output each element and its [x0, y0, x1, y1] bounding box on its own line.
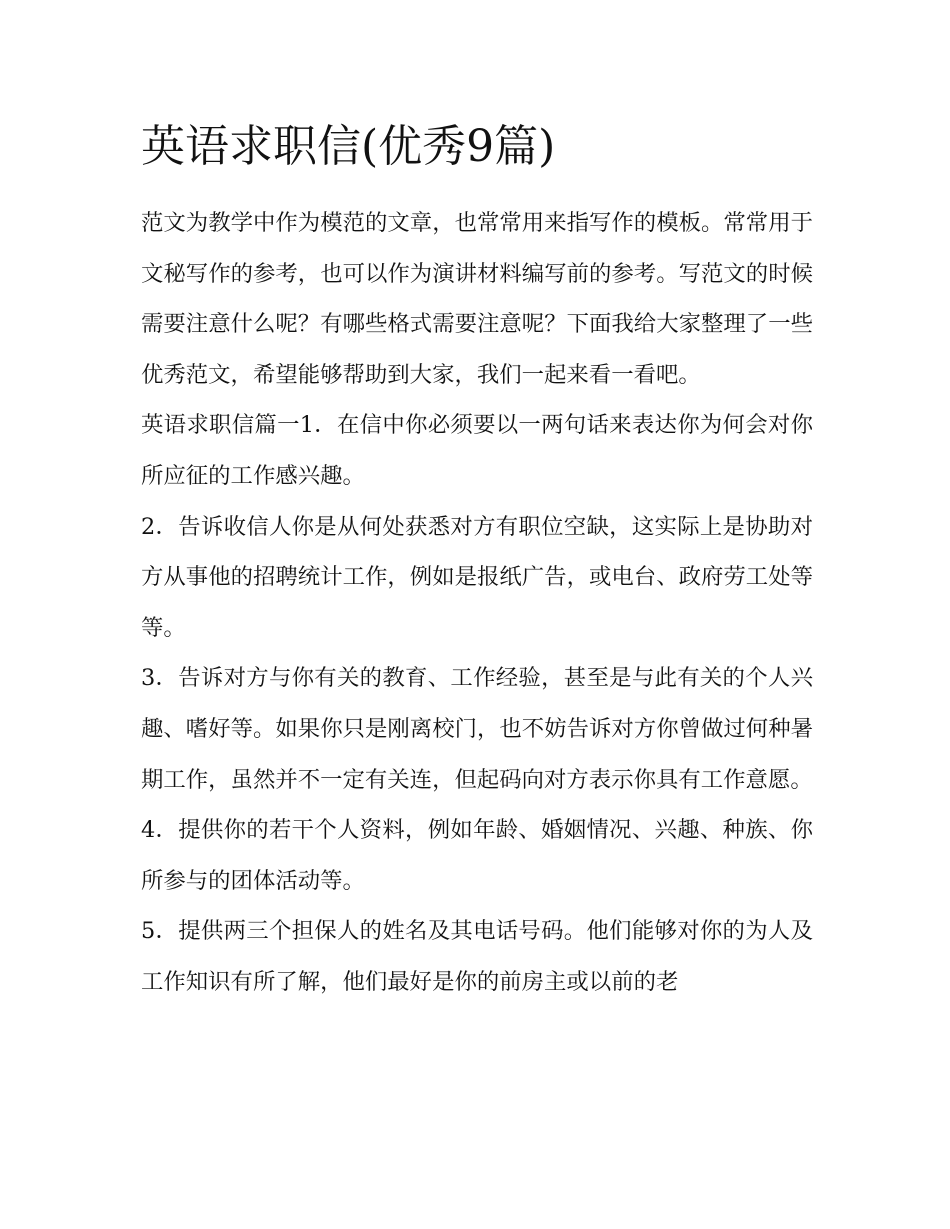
body-paragraph: 3．告诉对方与你有关的教育、工作经验，甚至是与此有关的个人兴趣、嗜好等。如果你只是刚离校门，也不妨告诉对方你曾做过何种暑期工作，虽然并不一定有关连，但起码向对方表示你具有工作意愿。 — [141, 665, 813, 793]
document-title: 英语求职信(优秀9篇) — [141, 121, 556, 172]
body-paragraph: 4．提供你的若干个人资料，例如年龄、婚姻情况、兴趣、种族、你所参与的团体活动等。 — [141, 817, 813, 894]
body-paragraph: 5．提供两三个担保人的姓名及其电话号码。他们能够对你的为人及工作知识有所了解，他们最好是你的前房主或以前的老 — [141, 918, 813, 995]
body-paragraph: 2．告诉收信人你是从何处获悉对方有职位空缺，这实际上是协助对方从事他的招聘统计工作，例如是报纸广告，或电台、政府劳工处等等。 — [141, 513, 813, 641]
body-paragraph: 英语求职信篇一1．在信中你必须要以一两句话来表达你为何会对你所应征的工作感兴趣。 — [141, 412, 813, 489]
document-body — [141, 198, 813, 1008]
intro-paragraph: 范文为教学中作为模范的文章，也常常用来指写作的模板。常常用于文秘写作的参考，也可以作为演讲材料编写前的参考。写范文的时候需要注意什么呢？有哪些格式需要注意呢？下面我给大家整理了一些优秀范文，希望能够帮助到大家，我们一起来看一看吧。 — [141, 210, 813, 388]
